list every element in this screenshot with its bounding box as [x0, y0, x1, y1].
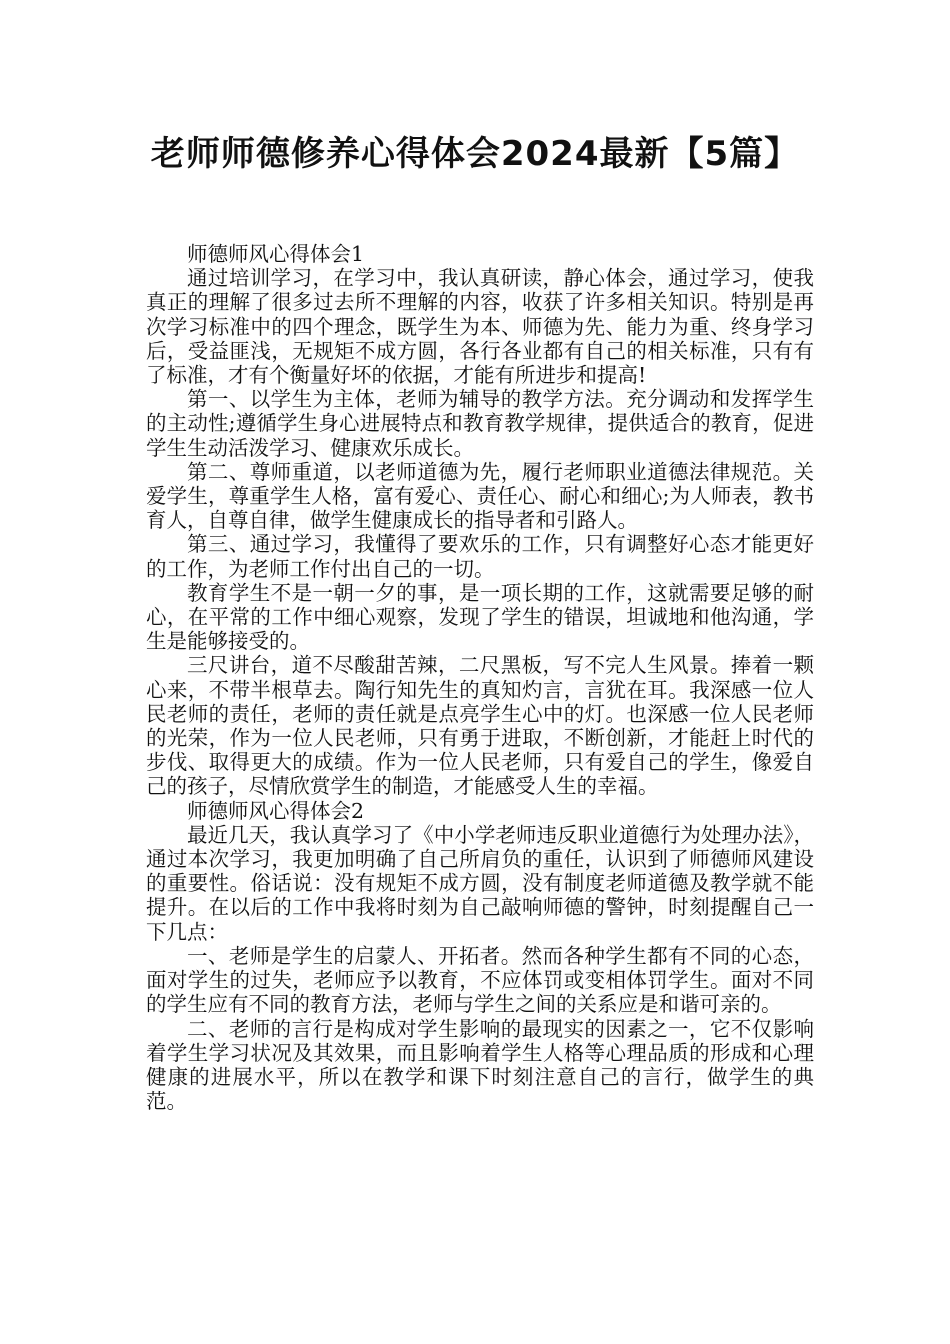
- document-title: 老师师德修养心得体会2024最新【5篇】: [150, 134, 800, 174]
- body-paragraph: 一、老师是学生的启蒙人、开拓者。然而各种学生都有不同的心态，面对学生的过失，老师应予以教育，不应体罚或变相体罚学生。面对不同的学生应有不同的教育方法，老师与学生之间的关系应是和谐可亲的。: [146, 943, 814, 1017]
- section-heading-2: 师德师风心得体会2: [187, 798, 365, 823]
- body-paragraph: 通过培训学习，在学习中，我认真研读，静心体会，通过学习，使我真正的理解了很多过去所不理解的内容，收获了许多相关知识。特别是再次学习标准中的四个理念，既学生为本、师德为先、能力为重、终身学习后，受益匪浅，无规矩不成方圆，各行各业都有自己的相关标准，只有有了标准，才有个衡量好坏的依据，才能有所进步和提高!: [146, 266, 814, 388]
- body-paragraph: 第三、通过学习，我懂得了要欢乐的工作，只有调整好心态才能更好的工作，为老师工作付出自己的一切。: [146, 532, 814, 581]
- body-paragraph: 第二、尊师重道，以老师道德为先，履行老师职业道德法律规范。关爱学生，尊重学生人格，富有爱心、责任心、耐心和细心;为人师表，教书育人，自尊自律，做学生健康成长的指导者和引路人。: [146, 459, 814, 533]
- body-paragraph: 最近几天，我认真学习了《中小学老师违反职业道德行为处理办法》，通过本次学习，我更加明确了自己所肩负的重任，认识到了师德师风建设的重要性。俗话说：没有规矩不成方圆，没有制度老师道德及教学就不能提升。在以后的工作中我将时刻为自己敲响师德的警钟，时刻提醒自己一下几点：: [146, 822, 814, 944]
- body-paragraph: 二、老师的言行是构成对学生影响的最现实的因素之一，它不仅影响着学生学习状况及其效果，而且影响着学生人格等心理品质的形成和心理健康的进展水平，所以在教学和课下时刻注意自己的言行，做学生的典范。: [146, 1016, 814, 1114]
- document-body: [146, 242, 814, 1113]
- body-paragraph: 第一、以学生为主体，老师为辅导的教学方法。充分调动和发挥学生的主动性;遵循学生身心进展特点和教育教学规律，提供适合的教育，促进学生生动活泼学习、健康欢乐成长。: [146, 387, 814, 460]
- section-heading-1: 师德师风心得体会1: [187, 242, 365, 266]
- body-paragraph: 教育学生不是一朝一夕的事，是一项长期的工作，这就需要足够的耐心，在平常的工作中细心观察，发现了学生的错误，坦诚地和他沟通，学生是能够接受的。: [146, 580, 814, 654]
- body-paragraph: 三尺讲台，道不尽酸甜苦辣，二尺黑板，写不完人生风景。捧着一颗心来，不带半根草去。陶行知先生的真知灼言，言犹在耳。我深感一位人民老师的责任，老师的责任就是点亮学生心中的灯。也深感一位人民老师的光荣，作为一位人民老师，只有勇于进取，不断创新，才能赶上时代的步伐、取得更大的成绩。作为一位人民老师，只有爱自己的学生，像爱自己的孩子，尽情欣赏学生的制造，才能感受人生的幸福。: [146, 653, 814, 799]
